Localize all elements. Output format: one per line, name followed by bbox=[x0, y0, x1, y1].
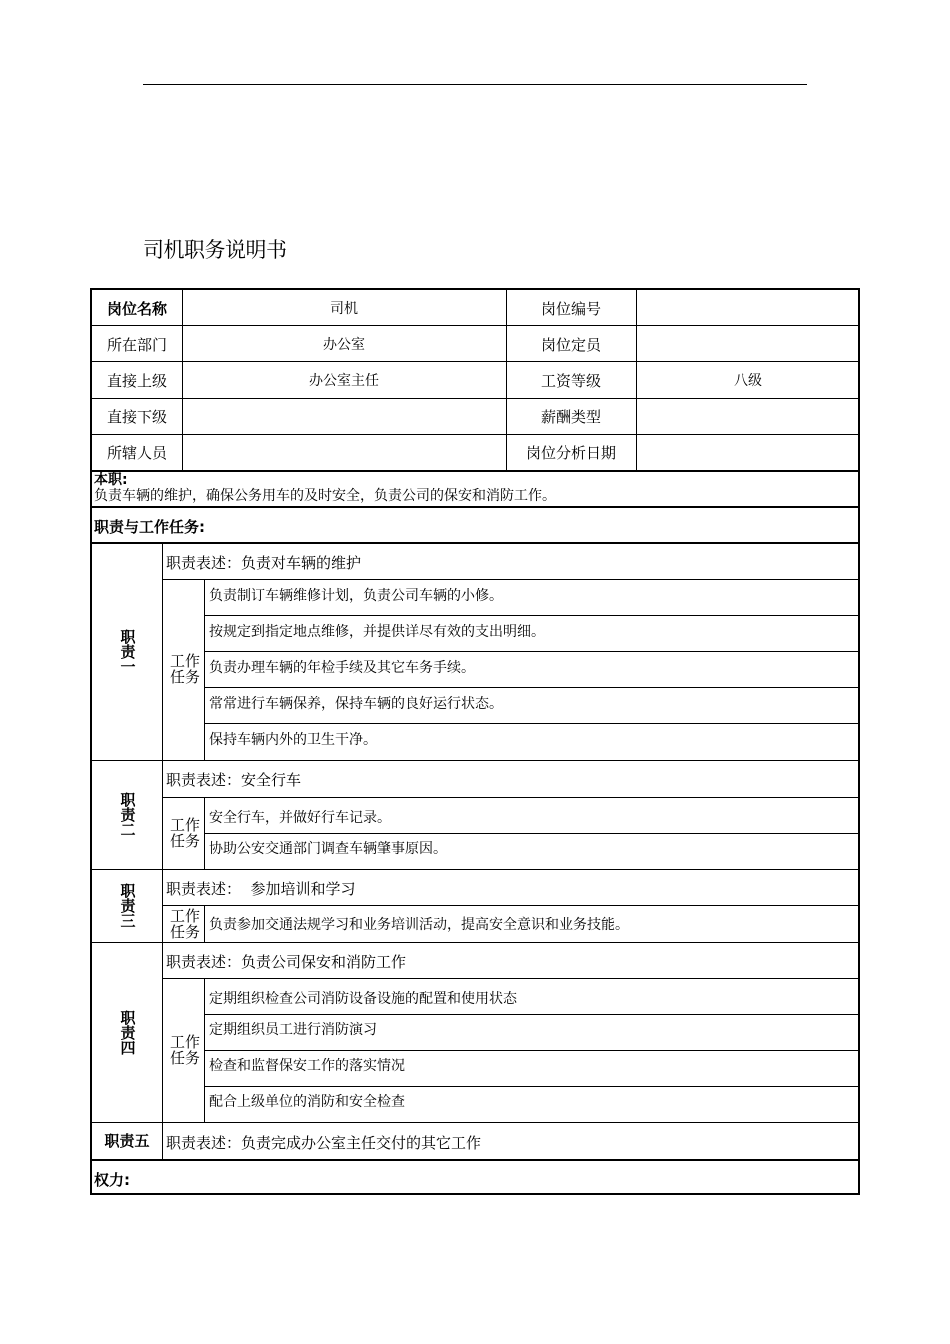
duty-1-task-2: 按规定到指定地点维修，并提供详尽有效的支出明细。 bbox=[209, 624, 545, 640]
benzhi-label: 本职: bbox=[94, 472, 128, 488]
duty-5-desc: 职责表述：负责完成办公室主任交付的其它工作 bbox=[166, 1134, 482, 1152]
duty-1-task-3: 负责办理车辆的年检手续及其它车务手续。 bbox=[209, 660, 475, 676]
value-analysis-date bbox=[636, 434, 860, 470]
duty-1-work-label: 工作 任务 bbox=[169, 652, 200, 686]
value-position-code bbox=[636, 290, 860, 326]
label-pay-type: 薪酬类型 bbox=[540, 407, 601, 426]
value-position-name: 司机 bbox=[330, 301, 358, 317]
duty-4-desc: 职责表述：负责公司保安和消防工作 bbox=[166, 953, 407, 971]
label-position-code: 岗位编号 bbox=[540, 299, 601, 318]
job-description-table bbox=[90, 288, 860, 1195]
duty-4-work-label: 工作 任务 bbox=[169, 1033, 200, 1067]
duty-1-task-1: 负责制订车辆维修计划，负责公司车辆的小修。 bbox=[209, 588, 503, 604]
duty-1-task-4: 常常进行车辆保养，保持车辆的良好运行状态。 bbox=[209, 696, 503, 712]
document-title: 司机职务说明书 bbox=[143, 238, 287, 262]
duty-3-label: 职责三 bbox=[118, 883, 137, 928]
label-position-name: 岗位名称 bbox=[106, 299, 167, 318]
power-label: 权力: bbox=[94, 1171, 130, 1189]
duty-4-task-1: 定期组织检查公司消防设备设施的配置和使用状态 bbox=[209, 991, 517, 1007]
duty-1-desc: 职责表述：负责对车辆的维护 bbox=[166, 554, 362, 572]
value-direct-subordinate bbox=[182, 398, 506, 434]
label-direct-subordinate: 直接下级 bbox=[106, 407, 167, 426]
label-headcount: 岗位定员 bbox=[540, 335, 601, 354]
duty-3-task-1: 负责参加交通法规学习和业务培训活动，提高安全意识和业务技能。 bbox=[209, 917, 629, 933]
header-rule bbox=[143, 84, 807, 85]
label-department: 所在部门 bbox=[106, 335, 167, 354]
benzhi-text: 负责车辆的维护，确保公务用车的及时安全，负责公司的保安和消防工作。 bbox=[94, 488, 556, 504]
duties-header: 职责与工作任务: bbox=[94, 518, 205, 536]
duty-3-desc: 职责表述： 参加培训和学习 bbox=[166, 880, 356, 898]
duty-4-task-3: 检查和监督保安工作的落实情况 bbox=[209, 1058, 405, 1074]
label-direct-superior: 直接上级 bbox=[106, 371, 167, 390]
value-pay-type bbox=[636, 398, 860, 434]
duty-4-task-2: 定期组织员工进行消防演习 bbox=[209, 1022, 377, 1038]
duty-3-work-label: 工作 任务 bbox=[169, 907, 200, 941]
duty-4-label: 职责四 bbox=[118, 1009, 137, 1055]
duty-4-task-4: 配合上级单位的消防和安全检查 bbox=[209, 1094, 405, 1110]
duty-1-task-5: 保持车辆内外的卫生干净。 bbox=[209, 732, 377, 748]
duty-2-work-label: 工作 任务 bbox=[169, 816, 200, 850]
duty-2-task-1: 安全行车，并做好行车记录。 bbox=[209, 810, 391, 826]
label-staff-managed: 所辖人员 bbox=[106, 443, 167, 462]
duty-1-label: 职责一 bbox=[118, 629, 137, 674]
duty-2-task-2: 协助公安交通部门调查车辆肇事原因。 bbox=[209, 841, 447, 857]
value-direct-superior: 办公室主任 bbox=[309, 373, 379, 389]
label-salary-grade: 工资等级 bbox=[540, 371, 601, 390]
duty-2-desc: 职责表述：安全行车 bbox=[166, 771, 302, 789]
value-salary-grade: 八级 bbox=[734, 373, 762, 389]
value-department: 办公室 bbox=[323, 337, 365, 353]
value-staff-managed bbox=[182, 434, 506, 470]
label-analysis-date: 岗位分析日期 bbox=[525, 443, 616, 462]
duty-2-label: 职责二 bbox=[118, 792, 137, 837]
duty-5-label: 职责五 bbox=[104, 1132, 150, 1150]
value-headcount bbox=[636, 326, 860, 362]
